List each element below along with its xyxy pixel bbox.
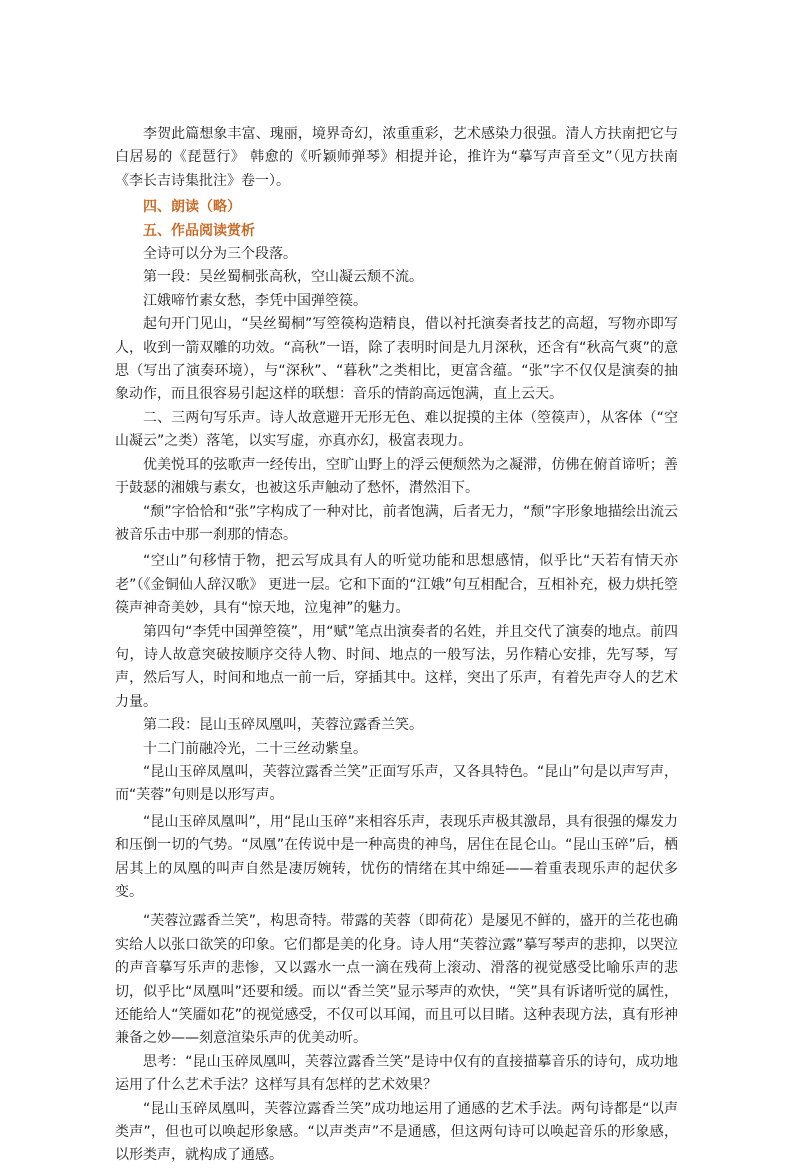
paragraph-structure: 全诗可以分为三个段落。 <box>143 246 297 263</box>
paragraph-fourth-line: 第四句“李凭中国弹箜篌”，用“赋”笔点出演奏者的名姓，并且交代了演奏的地点。前四句，诗人故意突破按顺序交待人物、时间、地点的一般写法，另作精心安排，先写琴，写声，然后写人，时间和地点一前一后，穿插其中。这样，突出了乐声，有着先声夺人的艺术力量。 <box>115 623 678 710</box>
paragraph-part-one-verse-2: 江娥啼竹素女愁，李凭中国弹箜篌。 <box>143 292 367 309</box>
paragraph-lines-two-three: 二、三两句写乐声。诗人故意避开无形无色、难以捉摸的主体（箜篌声），从客体（“空山凝云”之类）落笔，以实写虚，亦真亦幻，极富表现力。 <box>115 409 678 450</box>
paragraph-kunshan: “昆山玉碎凤凰叫”，用“昆山玉碎”来相容乐声，表现乐声极其激昂，具有很强的爆发力和压倒一切的气势。“凤凰”在传说中是一种高贵的神鸟，居住在昆仑山。“昆山玉碎”后，栖居其上的凤凰的叫声自然是凄厉婉转，忧伤的情绪在其中绵延——着重表现乐声的起伏多变。 <box>115 813 678 900</box>
section-heading-reading: 四、朗读（略） <box>143 199 241 216</box>
paragraph-part-two-verse-2: 十二门前融冷光，二十三丝动紫皇。 <box>143 740 367 757</box>
intro-paragraph: 李贺此篇想象丰富、瑰丽，境界奇幻，浓重重彩，艺术感染力很强。清人方扶南把它与白居易的《琵琶行》 韩愈的《听颖师弹琴》相提并论，推许为“摹写声音至文”（见方扶南《李长吉诗集批注》卷一）。 <box>115 126 678 189</box>
paragraph-answer: “昆山玉碎凤凰叫，芙蓉泣露香兰笑”成功地运用了通感的艺术手法。两句诗都是“以声类声”，但也可以唤起形象感。“以声类声”不是通感，但这两句诗可以唤起音乐的形象感，以形类声，就构成了通感。 <box>115 1100 678 1164</box>
paragraph-direct-sound: “昆山玉碎凤凰叫，芙蓉泣露香兰笑”正面写乐声，又各具特色。“昆山”句是以声写声，而“芙蓉”句则是以形写声。 <box>115 763 678 804</box>
paragraph-part-one-verse-1: 第一段：吴丝蜀桐张高秋，空山凝云颓不流。 <box>143 269 423 286</box>
paragraph-melody: 优美悦耳的弦歌声一经传出，空旷山野上的浮云便颓然为之凝滞，仿佛在俯首谛听；善于鼓瑟的湘娥与素女，也被这乐声触动了愁怀，潸然泪下。 <box>115 456 678 497</box>
paragraph-lotus: “芙蓉泣露香兰笑”，构思奇特。带露的芙蓉（即荷花）是屡见不鲜的，盛开的兰花也确实给人以张口欲笑的印象。它们都是美的化身。诗人用“芙蓉泣露”摹写琴声的悲抑，以哭泣的声音摹写乐声的悲惨，又以露水一点一滴在残荷上滚动、滑落的视觉感受比喻乐声的悲切，似乎比“凤凰叫”还要和缓。而以“香兰笑”显示琴声的欢快，“笑”具有诉诸听觉的属性，还能给人“笑靥如花”的视觉感受，不仅可以耳闻，而且可以目睹。这种表现方法，真有形神兼备之妙——刻意渲染乐声的优美动听。 <box>115 913 678 1047</box>
paragraph-question: 思考：“昆山玉碎凤凰叫，芙蓉泣露香兰笑”是诗中仅有的直接描摹音乐的诗句，成功地运用了什么艺术手法？这样写具有怎样的艺术效果？ <box>115 1053 678 1094</box>
paragraph-part-two-verse-1: 第二段：昆山玉碎凤凰叫，芙蓉泣露香兰笑。 <box>143 717 423 734</box>
paragraph-tui-zhang: “颓”字恰恰和“张”字构成了一种对比，前者饱满，后者无力，“颓”字形象地描绘出流云被音乐击中那一刹那的情态。 <box>115 503 678 543</box>
document-page <box>115 123 678 1168</box>
section-heading-appreciation: 五、作品阅读赏析 <box>143 222 255 239</box>
paragraph-empty-mountain: “空山”句移情于物，把云写成具有人的听觉功能和思想感情，似乎比“天若有情天亦老”（《金铜仙人辞汉歌》 更进一层。它和下面的“江娥”句互相配合，互相补充，极力烘托箜篌声神奇美妙，具有“惊天地，泣鬼神”的魅力。 <box>115 553 678 617</box>
paragraph-opening-line: 起句开门见山，“吴丝蜀桐”写箜篌构造精良，借以衬托演奏者技艺的高超，写物亦即写人，收到一箭双雕的功效。“高秋”一语，除了表明时间是九月深秋，还含有“秋高气爽”的意思（写出了演奏环境），与“深秋”、“暮秋”之类相比，更富含蕴。“张”字不仅仅是演奏的抽象动作，而且很容易引起这样的联想：音乐的情韵高远饱满，直上云天。 <box>115 316 678 403</box>
